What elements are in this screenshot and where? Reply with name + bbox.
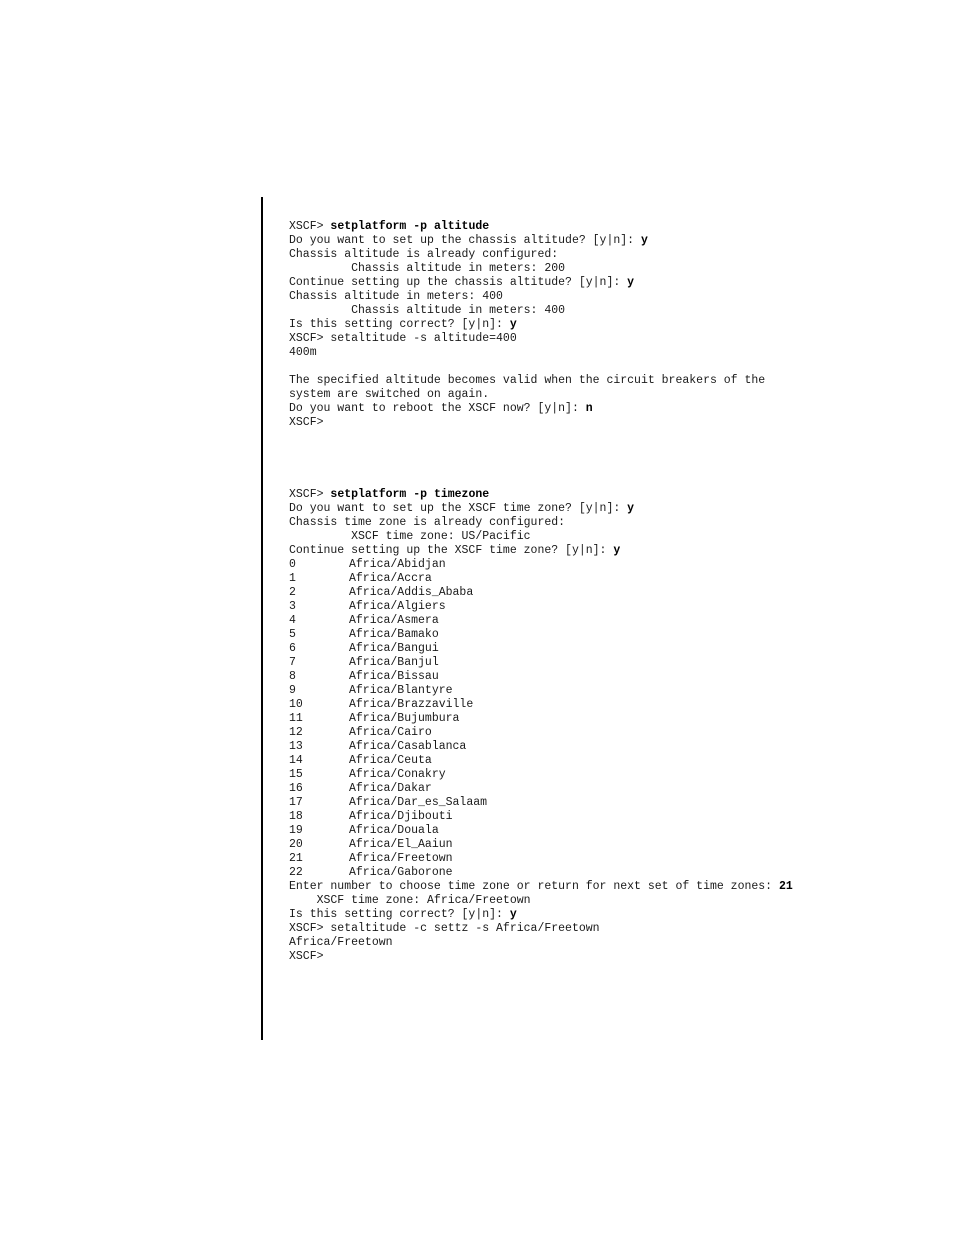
user-input: y	[627, 276, 635, 289]
timezone-number: 1	[289, 572, 296, 585]
timezone-list-item	[289, 600, 793, 614]
code-line-text: Africa/Freetown	[289, 936, 393, 949]
timezone-name: Africa/Banjul	[349, 656, 439, 669]
timezone-name: Africa/Ceuta	[349, 754, 432, 767]
user-input: y	[640, 234, 648, 247]
timezone-name: Africa/Bissau	[349, 670, 439, 683]
code-line	[289, 516, 793, 530]
code-line-text: Chassis time zone is already configured:	[289, 516, 566, 529]
timezone-list-item	[289, 852, 793, 866]
timezone-name: Africa/Freetown	[349, 852, 453, 865]
code-line-text: XSCF> setaltitude -c settz -s Africa/Freetown	[289, 922, 600, 935]
timezone-number: 15	[289, 768, 303, 781]
code-line-text: Chassis altitude in meters: 200	[289, 262, 566, 275]
code-line	[289, 220, 765, 234]
code-line	[289, 290, 765, 304]
code-line-text: XSCF>	[289, 950, 324, 963]
timezone-list-item	[289, 572, 793, 586]
code-line	[289, 332, 765, 346]
code-line	[289, 880, 793, 894]
timezone-name: Africa/Douala	[349, 824, 439, 837]
timezone-list-item	[289, 740, 793, 754]
timezone-list-item	[289, 866, 793, 880]
timezone-name: Africa/El_Aaiun	[349, 838, 453, 851]
code-line	[289, 402, 765, 416]
timezone-number: 17	[289, 796, 303, 809]
timezone-number: 14	[289, 754, 303, 767]
timezone-name: Africa/Algiers	[349, 600, 446, 613]
timezone-name: Africa/Blantyre	[349, 684, 453, 697]
timezone-list-item	[289, 712, 793, 726]
timezone-list-item	[289, 838, 793, 852]
code-line-text: Chassis altitude in meters: 400	[289, 304, 566, 317]
code-line	[289, 502, 793, 516]
code-line-text: system are switched on again.	[289, 388, 490, 401]
timezone-number: 10	[289, 698, 303, 711]
user-input: n	[585, 402, 593, 415]
timezone-list-item	[289, 768, 793, 782]
code-line	[289, 234, 765, 248]
timezone-number: 2	[289, 586, 296, 599]
code-line	[289, 318, 765, 332]
timezone-name: Africa/Djibouti	[349, 810, 453, 823]
code-line-text: Do you want to set up the XSCF time zone? [y|n]:	[289, 502, 628, 515]
user-input: setplatform -p altitude	[330, 220, 490, 233]
code-line-text: Chassis altitude in meters: 400	[289, 290, 503, 303]
timezone-number: 8	[289, 670, 296, 683]
timezone-number: 19	[289, 824, 303, 837]
timezone-list-item	[289, 824, 793, 838]
timezone-number: 5	[289, 628, 296, 641]
timezone-name: Africa/Dakar	[349, 782, 432, 795]
code-line	[289, 530, 793, 544]
timezone-name: Africa/Addis_Ababa	[349, 586, 474, 599]
margin-change-bar	[261, 197, 263, 1040]
code-line-text: Chassis altitude is already configured:	[289, 248, 559, 261]
code-line	[289, 894, 793, 908]
timezone-name: Africa/Casablanca	[349, 740, 467, 753]
user-input: y	[509, 318, 517, 331]
code-line-text: XSCF>	[289, 488, 331, 501]
code-line-text: The specified altitude becomes valid when the circuit breakers of the	[289, 374, 766, 387]
code-line-text: Do you want to reboot the XSCF now? [y|n]:	[289, 402, 586, 415]
user-input: setplatform -p timezone	[330, 488, 490, 501]
timezone-list-item	[289, 558, 793, 572]
code-line-text: 400m	[289, 346, 317, 359]
code-line	[289, 248, 765, 262]
timezone-code-example	[289, 488, 793, 964]
code-line	[289, 304, 765, 318]
timezone-number: 11	[289, 712, 303, 725]
timezone-name: Africa/Bangui	[349, 642, 439, 655]
code-line-text: Do you want to set up the chassis altitude? [y|n]:	[289, 234, 641, 247]
timezone-list-item	[289, 782, 793, 796]
code-line	[289, 950, 793, 964]
code-line	[289, 360, 765, 374]
timezone-name: Africa/Bamako	[349, 628, 439, 641]
timezone-list-item	[289, 796, 793, 810]
code-line	[289, 416, 765, 430]
code-line	[289, 908, 793, 922]
altitude-code-example	[289, 220, 765, 430]
timezone-list-item	[289, 628, 793, 642]
code-line	[289, 544, 793, 558]
code-line-text: Continue setting up the XSCF time zone? [y|n]:	[289, 544, 614, 557]
timezone-list-item	[289, 754, 793, 768]
code-line	[289, 936, 793, 950]
timezone-number: 20	[289, 838, 303, 851]
timezone-number: 18	[289, 810, 303, 823]
timezone-list-item	[289, 684, 793, 698]
timezone-number: 21	[289, 852, 303, 865]
user-input: y	[509, 908, 517, 921]
timezone-name: Africa/Brazzaville	[349, 698, 474, 711]
timezone-number: 13	[289, 740, 303, 753]
user-input: y	[613, 544, 621, 557]
timezone-number: 12	[289, 726, 303, 739]
timezone-list-item	[289, 642, 793, 656]
timezone-list-item	[289, 586, 793, 600]
code-line	[289, 922, 793, 936]
timezone-list-item	[289, 656, 793, 670]
timezone-list-item	[289, 698, 793, 712]
code-line	[289, 276, 765, 290]
timezone-name: Africa/Accra	[349, 572, 432, 585]
timezone-list-item	[289, 810, 793, 824]
timezone-number: 9	[289, 684, 296, 697]
user-input: y	[627, 502, 635, 515]
timezone-name: Africa/Bujumbura	[349, 712, 460, 725]
timezone-number: 6	[289, 642, 296, 655]
timezone-name: Africa/Cairo	[349, 726, 432, 739]
timezone-name: Africa/Dar_es_Salaam	[349, 796, 488, 809]
code-line-text: XSCF>	[289, 220, 331, 233]
timezone-list-item	[289, 726, 793, 740]
code-line	[289, 388, 765, 402]
code-line	[289, 346, 765, 360]
code-line	[289, 374, 765, 388]
timezone-number: 4	[289, 614, 296, 627]
timezone-number: 16	[289, 782, 303, 795]
code-line-text: XSCF> setaltitude -s altitude=400	[289, 332, 517, 345]
code-line-text: Is this setting correct? [y|n]:	[289, 908, 510, 921]
timezone-name: Africa/Abidjan	[349, 558, 446, 571]
code-line	[289, 488, 793, 502]
timezone-name: Africa/Gaborone	[349, 866, 453, 879]
timezone-name: Africa/Asmera	[349, 614, 439, 627]
code-line-text: XSCF time zone: US/Pacific	[289, 530, 531, 543]
code-line-text: Is this setting correct? [y|n]:	[289, 318, 510, 331]
timezone-number: 7	[289, 656, 296, 669]
user-input: 21	[778, 880, 793, 893]
code-line-text: XSCF>	[289, 416, 324, 429]
timezone-number: 22	[289, 866, 303, 879]
timezone-number: 0	[289, 558, 296, 571]
timezone-name: Africa/Conakry	[349, 768, 446, 781]
code-line-text: Enter number to choose time zone or return for next set of time zones:	[289, 880, 779, 893]
timezone-list-item	[289, 614, 793, 628]
timezone-list-item	[289, 670, 793, 684]
code-line	[289, 262, 765, 276]
code-line-text: Continue setting up the chassis altitude? [y|n]:	[289, 276, 628, 289]
timezone-number: 3	[289, 600, 296, 613]
code-line-text: XSCF time zone: Africa/Freetown	[289, 894, 531, 907]
